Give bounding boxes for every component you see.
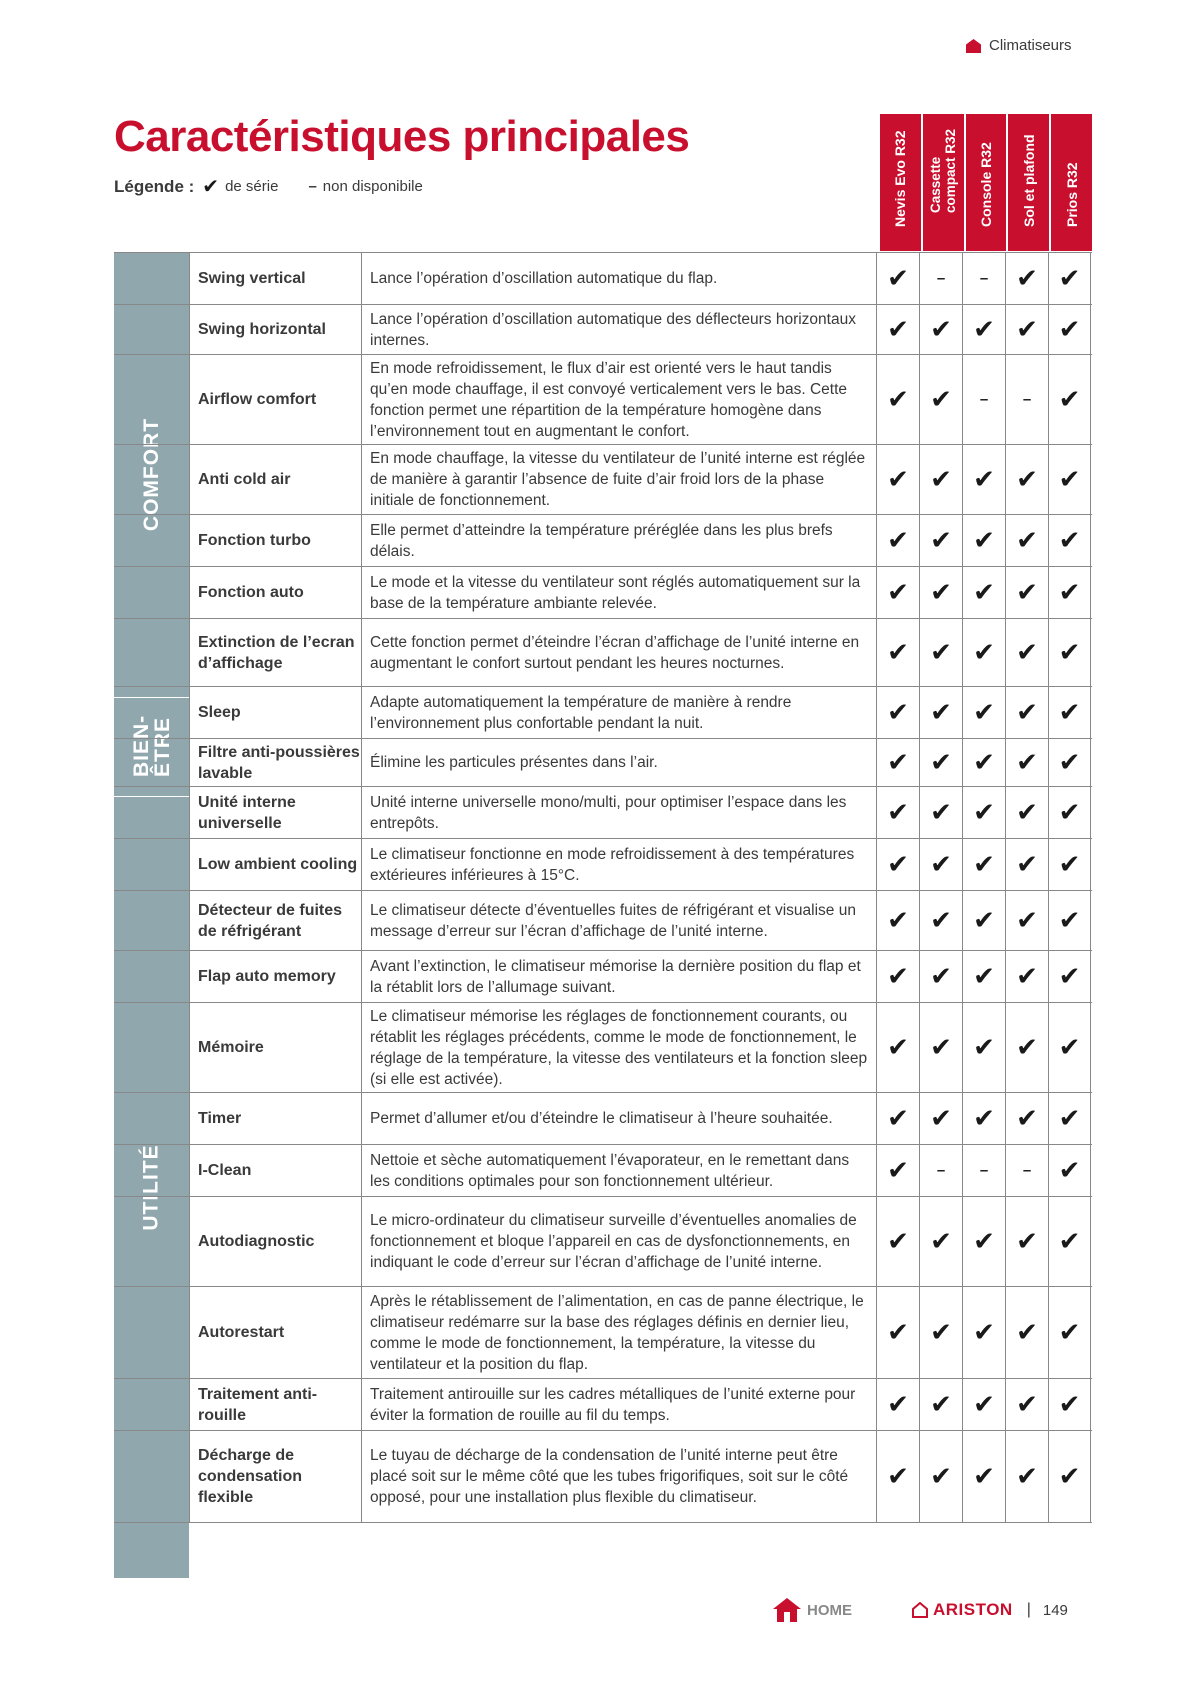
checkmark-icon: ✔ [877, 567, 920, 618]
checkmark-icon: ✔ [920, 515, 963, 566]
checkmark-icon: ✔ [963, 1379, 1006, 1430]
page-number: 149 [1042, 1601, 1068, 1619]
table-row [114, 1003, 1092, 1093]
checkmark-icon: ✔ [1049, 1145, 1091, 1196]
feature-name: Swing horizontal [189, 305, 361, 354]
category-spacer [114, 355, 189, 444]
features-table [114, 252, 1092, 1523]
category-label: UTILITÉ [140, 1144, 164, 1231]
checkmark-icon: ✔ [1049, 445, 1091, 514]
product-header [880, 114, 1092, 251]
table-row [114, 355, 1092, 445]
home-label: HOME [807, 1601, 852, 1619]
product-name: Prios R32 [1063, 162, 1080, 227]
dash-icon: – [1006, 355, 1049, 444]
table-row [114, 687, 1092, 739]
checkmark-icon: ✔ [1006, 1093, 1049, 1144]
ariston-house-icon [912, 1602, 928, 1618]
category-spacer [114, 787, 189, 838]
checkmark-icon: ✔ [920, 891, 963, 950]
product-column-header [923, 114, 966, 251]
checkmark-icon: ✔ [963, 515, 1006, 566]
feature-name: Filtre anti-poussières lavable [189, 739, 361, 786]
feature-description: En mode chauffage, la vitesse du ventilateur de l’unité interne est réglée de manière à garantir l’absence de fuite d’air froid lors de la phase initiale de fonctionnement. [361, 445, 877, 514]
category-spacer [114, 1093, 189, 1144]
checkmark-icon: ✔ [920, 687, 963, 738]
product-column-header [880, 114, 923, 251]
legend-check-label: de série [225, 178, 279, 195]
table-row [114, 1287, 1092, 1379]
checkmark-icon: ✔ [963, 739, 1006, 786]
checkmark-icon: ✔ [920, 355, 963, 444]
dash-icon: – [1006, 1145, 1049, 1196]
dash-icon: – [920, 253, 963, 304]
checkmark-icon: ✔ [920, 839, 963, 890]
brand-name: ARISTON [933, 1600, 1013, 1619]
feature-name: Fonction auto [189, 567, 361, 618]
table-row [114, 891, 1092, 951]
checkmark-icon: ✔ [920, 567, 963, 618]
category-spacer [114, 1379, 189, 1430]
checkmark-icon: ✔ [877, 951, 920, 1002]
house-icon [966, 39, 981, 53]
home-icon [773, 1598, 801, 1622]
feature-name: Autorestart [189, 1287, 361, 1378]
checkmark-icon: ✔ [1049, 1287, 1091, 1378]
category-spacer [114, 1197, 189, 1286]
footer [773, 1598, 1068, 1622]
dash-icon: – [920, 1145, 963, 1196]
checkmark-icon: ✔ [963, 951, 1006, 1002]
feature-description: Le mode et la vitesse du ventilateur sont réglés automatiquement sur la base de la température ambiante relevée. [361, 567, 877, 618]
checkmark-icon: ✔ [202, 176, 220, 198]
feature-description: Le climatiseur détecte d’éventuelles fuites de réfrigérant et visualise un message d’erreur sur l’écran d’affichage de l’unité interne. [361, 891, 877, 950]
checkmark-icon: ✔ [1006, 1287, 1049, 1378]
category-spacer [114, 567, 189, 618]
category-label: COMFORT [140, 417, 163, 532]
checkmark-icon: ✔ [1049, 1093, 1091, 1144]
product-column-header [966, 114, 1009, 251]
checkmark-icon: ✔ [963, 1287, 1006, 1378]
feature-description: Le tuyau de décharge de la condensation de l’unité interne peut être placé soit sur le même côté que les tubes frigorifiques, soit sur le côté opposé, pour une installation plus flexible du climatiseur. [361, 1431, 877, 1522]
checkmark-icon: ✔ [877, 1003, 920, 1092]
checkmark-icon: ✔ [1006, 739, 1049, 786]
category-spacer [114, 253, 189, 304]
checkmark-icon: ✔ [963, 787, 1006, 838]
category-spacer [114, 687, 189, 738]
checkmark-icon: ✔ [877, 515, 920, 566]
checkmark-icon: ✔ [963, 619, 1006, 686]
checkmark-icon: ✔ [1006, 445, 1049, 514]
feature-description: Élimine les particules présentes dans l’air. [361, 739, 877, 786]
feature-description: Elle permet d’atteindre la température préréglée dans les plus brefs délais. [361, 515, 877, 566]
checkmark-icon: ✔ [877, 687, 920, 738]
checkmark-icon: ✔ [1006, 891, 1049, 950]
feature-description: Lance l’opération d’oscillation automatique des déflecteurs horizontaux internes. [361, 305, 877, 354]
feature-description: Permet d’allumer et/ou d’éteindre le climatiseur à l’heure souhaitée. [361, 1093, 877, 1144]
checkmark-icon: ✔ [1049, 839, 1091, 890]
product-name: Cassette compact R32 [928, 128, 959, 213]
checkmark-icon: ✔ [1049, 619, 1091, 686]
checkmark-icon: ✔ [1049, 787, 1091, 838]
checkmark-icon: ✔ [920, 1093, 963, 1144]
feature-description: Le micro-ordinateur du climatiseur surveille d’éventuelles anomalies de fonctionnement et bloque l’appareil en cas de dysfonctionnements, en indiquant le code d’erreur sur l’écran d’affichage de l’unité interne. [361, 1197, 877, 1286]
checkmark-icon: ✔ [1006, 515, 1049, 566]
checkmark-icon: ✔ [877, 787, 920, 838]
checkmark-icon: ✔ [1049, 1003, 1091, 1092]
checkmark-icon: ✔ [877, 1145, 920, 1196]
checkmark-icon: ✔ [1006, 1197, 1049, 1286]
checkmark-icon: ✔ [877, 445, 920, 514]
home-link[interactable] [773, 1598, 852, 1622]
checkmark-icon: ✔ [963, 567, 1006, 618]
table-row [114, 515, 1092, 567]
checkmark-icon: ✔ [920, 787, 963, 838]
checkmark-icon: ✔ [1006, 787, 1049, 838]
checkmark-icon: ✔ [1049, 891, 1091, 950]
product-name: Sol et plafond [1020, 134, 1037, 227]
dash-icon: – [963, 253, 1006, 304]
feature-name: I-Clean [189, 1145, 361, 1196]
checkmark-icon: ✔ [963, 1431, 1006, 1522]
checkmark-icon: ✔ [920, 739, 963, 786]
feature-name: Swing vertical [189, 253, 361, 304]
legend-title: Légende : [114, 176, 195, 196]
table-row [114, 1093, 1092, 1145]
checkmark-icon: ✔ [920, 1003, 963, 1092]
checkmark-icon: ✔ [963, 1093, 1006, 1144]
category-spacer [114, 839, 189, 890]
category-spacer [114, 305, 189, 354]
feature-name: Flap auto memory [189, 951, 361, 1002]
feature-description: Lance l’opération d’oscillation automatique du flap. [361, 253, 877, 304]
brand-logo [912, 1600, 1013, 1620]
feature-name: Mémoire [189, 1003, 361, 1092]
checkmark-icon: ✔ [1006, 253, 1049, 304]
feature-name: Anti cold air [189, 445, 361, 514]
table-row [114, 1197, 1092, 1287]
table-row [114, 305, 1092, 355]
checkmark-icon: ✔ [963, 1197, 1006, 1286]
checkmark-icon: ✔ [1049, 951, 1091, 1002]
dash-icon: – [963, 1145, 1006, 1196]
feature-name: Low ambient cooling [189, 839, 361, 890]
table-row [114, 839, 1092, 891]
table-row [114, 1379, 1092, 1431]
checkmark-icon: ✔ [1049, 1379, 1091, 1430]
table-row [114, 1431, 1092, 1523]
checkmark-icon: ✔ [963, 305, 1006, 354]
footer-separator: | [1026, 1601, 1031, 1618]
feature-name: Autodiagnostic [189, 1197, 361, 1286]
checkmark-icon: ✔ [877, 891, 920, 950]
feature-description: Traitement antirouille sur les cadres métalliques de l’unité externe pour éviter la formation de rouille au fil du temps. [361, 1379, 877, 1430]
feature-description: Adapte automatiquement la température de manière à rendre l’environnement plus confortable pendant la nuit. [361, 687, 877, 738]
product-column-header [1008, 114, 1051, 251]
checkmark-icon: ✔ [1049, 687, 1091, 738]
checkmark-icon: ✔ [1049, 739, 1091, 786]
checkmark-icon: ✔ [877, 619, 920, 686]
checkmark-icon: ✔ [963, 891, 1006, 950]
feature-description: Cette fonction permet d’éteindre l’écran d’affichage de l’unité interne en augmentant le confort surtout pendant les heures nocturnes. [361, 619, 877, 686]
category-spacer [114, 515, 189, 566]
checkmark-icon: ✔ [920, 305, 963, 354]
feature-description: Après le rétablissement de l’alimentation, en cas de panne électrique, le climatiseur redémarre sur la base des réglages définis en dernier lieu, comme le mode de fonctionnement, la température, la vitesse du ventilateur et la position du flap. [361, 1287, 877, 1378]
category-spacer [114, 1003, 189, 1092]
checkmark-icon: ✔ [1006, 567, 1049, 618]
checkmark-icon: ✔ [1006, 1431, 1049, 1522]
checkmark-icon: ✔ [1006, 687, 1049, 738]
checkmark-icon: ✔ [877, 355, 920, 444]
feature-description: Nettoie et sèche automatiquement l’évaporateur, en le remettant dans les conditions optimales pour son fonctionnement ultérieur. [361, 1145, 877, 1196]
checkmark-icon: ✔ [920, 619, 963, 686]
checkmark-icon: ✔ [920, 1431, 963, 1522]
category-spacer [114, 951, 189, 1002]
feature-name: Décharge de condensation flexible [189, 1431, 361, 1522]
table-row [114, 739, 1092, 787]
table-row [114, 253, 1092, 305]
dash-icon: – [308, 178, 317, 195]
table-row [114, 567, 1092, 619]
checkmark-icon: ✔ [877, 305, 920, 354]
checkmark-icon: ✔ [877, 1197, 920, 1286]
section-label: Climatiseurs [989, 37, 1072, 54]
section-breadcrumb[interactable] [966, 37, 1072, 54]
checkmark-icon: ✔ [877, 1431, 920, 1522]
category-spacer [114, 619, 189, 686]
category-spacer [114, 739, 189, 786]
feature-name: Fonction turbo [189, 515, 361, 566]
page-title: Caractéristiques principales [114, 112, 690, 161]
checkmark-icon: ✔ [1049, 305, 1091, 354]
category-spacer [114, 445, 189, 514]
checkmark-icon: ✔ [877, 1093, 920, 1144]
checkmark-icon: ✔ [963, 445, 1006, 514]
checkmark-icon: ✔ [963, 1003, 1006, 1092]
checkmark-icon: ✔ [1049, 253, 1091, 304]
table-row [114, 1145, 1092, 1197]
category-label: BIEN-ÊTRE [129, 714, 174, 777]
checkmark-icon: ✔ [920, 1287, 963, 1378]
feature-name: Sleep [189, 687, 361, 738]
checkmark-icon: ✔ [1006, 1003, 1049, 1092]
checkmark-icon: ✔ [1006, 1379, 1049, 1430]
legend [114, 174, 423, 199]
feature-description: En mode refroidissement, le flux d’air est orienté vers le haut tandis qu’en mode chauffage, il est convoyé verticalement vers le bas. Cette fonction permet une répartition de la température homogène dans l’environnement tout en augmentant le confort. [361, 355, 877, 444]
checkmark-icon: ✔ [877, 739, 920, 786]
checkmark-icon: ✔ [1006, 305, 1049, 354]
feature-description: Avant l’extinction, le climatiseur mémorise la dernière position du flap et la rétablit lors de l’allumage suivant. [361, 951, 877, 1002]
feature-name: Extinction de l’ecran d’affichage [189, 619, 361, 686]
feature-name: Traitement anti-rouille [189, 1379, 361, 1430]
checkmark-icon: ✔ [1006, 619, 1049, 686]
category-spacer [114, 1287, 189, 1378]
feature-description: Le climatiseur mémorise les réglages de fonctionnement courants, ou rétablit les réglages précédents, comme le mode de fonctionnement, le réglage de la température, la vitesse des ventilateurs et la fonction sleep (si elle est activée). [361, 1003, 877, 1092]
checkmark-icon: ✔ [1006, 839, 1049, 890]
product-name: Console R32 [977, 142, 994, 227]
checkmark-icon: ✔ [1049, 355, 1091, 444]
checkmark-icon: ✔ [877, 839, 920, 890]
table-row [114, 445, 1092, 515]
feature-description: Unité interne universelle mono/multi, pour optimiser l’espace dans les entrepôts. [361, 787, 877, 838]
checkmark-icon: ✔ [920, 951, 963, 1002]
feature-name: Airflow comfort [189, 355, 361, 444]
checkmark-icon: ✔ [920, 445, 963, 514]
checkmark-icon: ✔ [1049, 1431, 1091, 1522]
feature-description: Le climatiseur fonctionne en mode refroidissement à des températures extérieures inférieures à 15°C. [361, 839, 877, 890]
table-row [114, 951, 1092, 1003]
checkmark-icon: ✔ [1006, 951, 1049, 1002]
checkmark-icon: ✔ [877, 1287, 920, 1378]
category-spacer [114, 1145, 189, 1196]
product-name: Nevis Evo R32 [892, 130, 909, 227]
table-row [114, 787, 1092, 839]
checkmark-icon: ✔ [963, 839, 1006, 890]
checkmark-icon: ✔ [963, 687, 1006, 738]
dash-icon: – [963, 355, 1006, 444]
checkmark-icon: ✔ [920, 1197, 963, 1286]
feature-name: Détecteur de fuites de réfrigérant [189, 891, 361, 950]
category-spacer [114, 1431, 189, 1522]
checkmark-icon: ✔ [1049, 1197, 1091, 1286]
table-row [114, 619, 1092, 687]
legend-dash-label: non disponibile [322, 178, 423, 195]
checkmark-icon: ✔ [920, 1379, 963, 1430]
feature-name: Unité interne universelle [189, 787, 361, 838]
product-column-header [1051, 114, 1092, 251]
category-spacer [114, 891, 189, 950]
checkmark-icon: ✔ [877, 1379, 920, 1430]
checkmark-icon: ✔ [877, 253, 920, 304]
checkmark-icon: ✔ [1049, 515, 1091, 566]
feature-name: Timer [189, 1093, 361, 1144]
checkmark-icon: ✔ [1049, 567, 1091, 618]
